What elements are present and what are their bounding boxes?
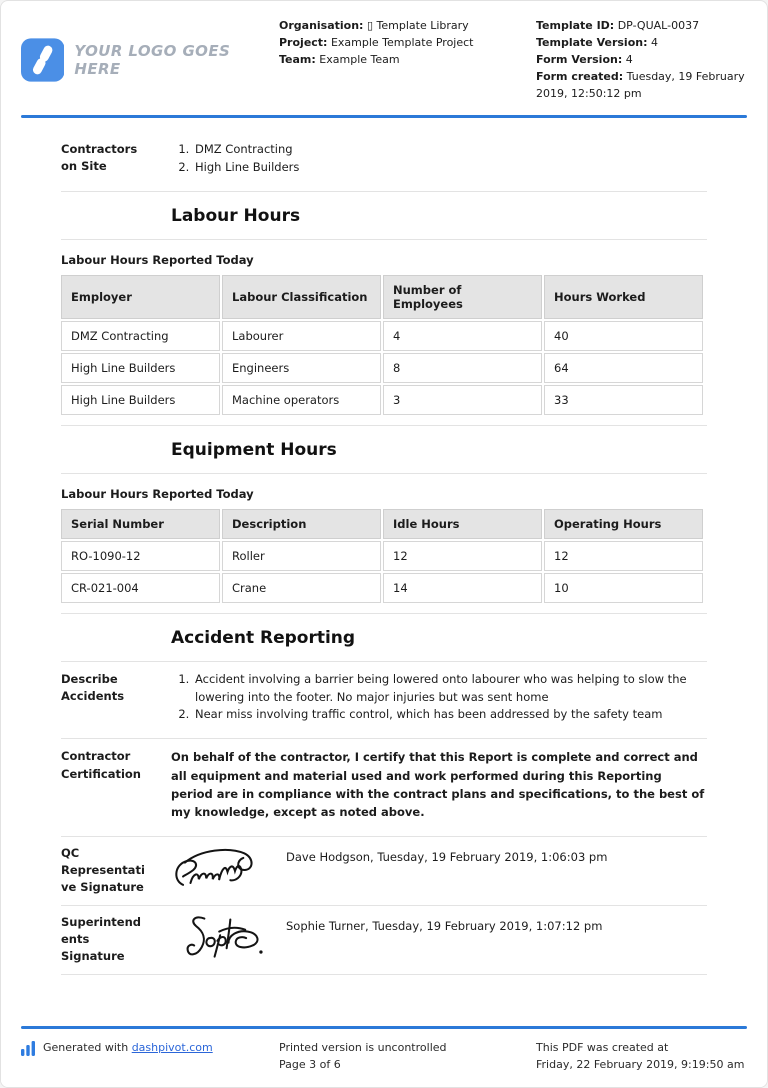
column-header: Number of Employees xyxy=(383,275,542,319)
footer-divider-rule xyxy=(21,1026,747,1029)
contractor-certification-label: Contractor Certification xyxy=(61,749,141,781)
section-divider xyxy=(61,974,707,975)
list-item: 2. Near miss involving traffic control, which has been addressed by the safety team xyxy=(193,706,707,724)
table-cell: 33 xyxy=(544,385,703,415)
template-version-value: 4 xyxy=(650,36,658,50)
meta-project xyxy=(279,34,536,51)
footer-content xyxy=(1,1039,767,1073)
team-value: Example Team xyxy=(319,53,400,67)
header-meta-right xyxy=(536,17,747,102)
superintendent-signature-row xyxy=(61,906,707,974)
table-cell: DMZ Contracting xyxy=(61,321,220,351)
equipment-hours-title: Equipment Hours xyxy=(171,439,337,460)
table-cell: 64 xyxy=(544,353,703,383)
generated-with-text xyxy=(43,1039,213,1056)
table-cell: 14 xyxy=(383,573,542,603)
column-header: Employer xyxy=(61,275,220,319)
equipment-table-label: Labour Hours Reported Today xyxy=(61,486,254,501)
column-header: Idle Hours xyxy=(383,509,542,539)
pdf-created-datetime: Friday, 22 February 2019, 9:19:50 am xyxy=(536,1057,745,1071)
qc-signature-image xyxy=(171,843,273,897)
footer-generated xyxy=(21,1039,279,1073)
organisation-label: Organisation: xyxy=(279,19,364,32)
table-row xyxy=(61,385,703,415)
qc-signature-name-date: Dave Hodgson, Tuesday, 19 February 2019, 1:06:03 pm xyxy=(286,849,608,864)
table-row xyxy=(61,321,703,351)
meta-team xyxy=(279,51,536,68)
table-row xyxy=(61,541,703,571)
form-version-label: Form Version: xyxy=(536,53,623,67)
table-row xyxy=(61,353,703,383)
equipment-hours-table xyxy=(59,507,705,605)
footer-right xyxy=(536,1039,747,1073)
printed-version-note: Printed version is uncontrolled xyxy=(279,1040,447,1054)
template-id-label: Template ID: xyxy=(536,19,615,32)
table-cell: Crane xyxy=(222,573,381,603)
list-item: 1. DMZ Contracting xyxy=(193,141,707,159)
meta-organisation xyxy=(279,17,536,34)
contractors-list xyxy=(171,141,707,177)
list-item: 1. Accident involving a barrier being lowered onto labourer who was helping to slow the lowering into the footer. No major injuries but was sent home xyxy=(193,671,707,707)
superintendent-signature-label: Superintend ents Signature xyxy=(61,914,142,964)
contractors-field xyxy=(61,132,707,191)
organisation-value: Template Library xyxy=(376,19,469,32)
qc-signature-label: QC Representati ve Signature xyxy=(61,845,145,895)
contractor-certification-field xyxy=(61,739,707,836)
form-content xyxy=(1,118,767,975)
project-value: Example Template Project xyxy=(330,36,474,50)
template-id-value: DP-QUAL-0037 xyxy=(617,19,700,32)
section-divider xyxy=(61,239,707,240)
missing-glyph-icon: ▯ xyxy=(366,19,374,32)
section-divider xyxy=(61,425,707,426)
project-label: Project: xyxy=(279,36,328,50)
column-header: Hours Worked xyxy=(544,275,703,319)
table-cell: 10 xyxy=(544,573,703,603)
logo xyxy=(21,17,279,102)
table-cell: 8 xyxy=(383,353,542,383)
section-divider xyxy=(61,613,707,614)
team-label: Team: xyxy=(279,53,316,67)
table-cell: 4 xyxy=(383,321,542,351)
table-cell: 40 xyxy=(544,321,703,351)
column-header: Serial Number xyxy=(61,509,220,539)
section-divider xyxy=(61,191,707,192)
labour-hours-table xyxy=(59,273,705,417)
table-header-row xyxy=(61,275,703,319)
table-cell: High Line Builders xyxy=(61,385,220,415)
table-cell: Roller xyxy=(222,541,381,571)
logo-placeholder-text: YOUR LOGO GOES HERE xyxy=(74,41,231,78)
form-created-value: Tuesday, 19 February 2019, 12:50:12 pm xyxy=(536,70,745,101)
column-header: Description xyxy=(222,509,381,539)
table-cell: RO-1090-12 xyxy=(61,541,220,571)
labour-hours-title: Labour Hours xyxy=(171,205,301,226)
certification-statement: On behalf of the contractor, I certify that this Report is complete and correct and all equipment and material used and work performed during this Reporting period are in compliance with the contract plans and specifications, to the best of my knowledge, except as noted above. xyxy=(171,750,705,820)
table-row xyxy=(61,573,703,603)
contractors-label: Contractors on Site xyxy=(61,142,138,174)
table-cell: Machine operators xyxy=(222,385,381,415)
header xyxy=(1,1,767,102)
superintendent-signature-name-date: Sophie Turner, Tuesday, 19 February 2019, 1:07:12 pm xyxy=(286,918,603,933)
labour-table-label: Labour Hours Reported Today xyxy=(61,252,254,267)
describe-accidents-field xyxy=(61,662,707,738)
pdf-created-label: This PDF was created at xyxy=(536,1040,669,1054)
column-header: Operating Hours xyxy=(544,509,703,539)
form-version-value: 4 xyxy=(625,53,633,67)
footer-middle xyxy=(279,1039,536,1073)
table-cell: 12 xyxy=(383,541,542,571)
table-header-row xyxy=(61,509,703,539)
describe-accidents-label: Describe Accidents xyxy=(61,671,125,704)
column-header: Labour Classification xyxy=(222,275,381,319)
dashpivot-link[interactable]: dashpivot.com xyxy=(131,1040,213,1054)
header-meta-left xyxy=(279,17,536,102)
form-created-label: Form created: xyxy=(536,70,624,84)
meta-template-version xyxy=(536,34,747,51)
table-cell: Labourer xyxy=(222,321,381,351)
accidents-list xyxy=(171,671,707,724)
table-cell: Engineers xyxy=(222,353,381,383)
accident-reporting-title: Accident Reporting xyxy=(171,627,356,648)
table-cell: 12 xyxy=(544,541,703,571)
section-divider xyxy=(61,473,707,474)
table-cell: High Line Builders xyxy=(61,353,220,383)
page-indicator: Page 3 of 6 xyxy=(279,1057,341,1071)
meta-form-created xyxy=(536,68,747,102)
logo-icon xyxy=(21,38,64,82)
footer xyxy=(1,1026,767,1087)
meta-form-version xyxy=(536,51,747,68)
generated-prefix: Generated with xyxy=(43,1040,129,1054)
template-version-label: Template Version: xyxy=(536,36,648,50)
list-item: 2. High Line Builders xyxy=(193,159,707,177)
qc-signature-row xyxy=(61,837,707,905)
table-cell: CR-021-004 xyxy=(61,573,220,603)
superintendent-signature-image xyxy=(171,912,273,966)
bar-chart-icon xyxy=(21,1041,36,1056)
meta-template-id xyxy=(536,17,747,34)
table-cell: 3 xyxy=(383,385,542,415)
